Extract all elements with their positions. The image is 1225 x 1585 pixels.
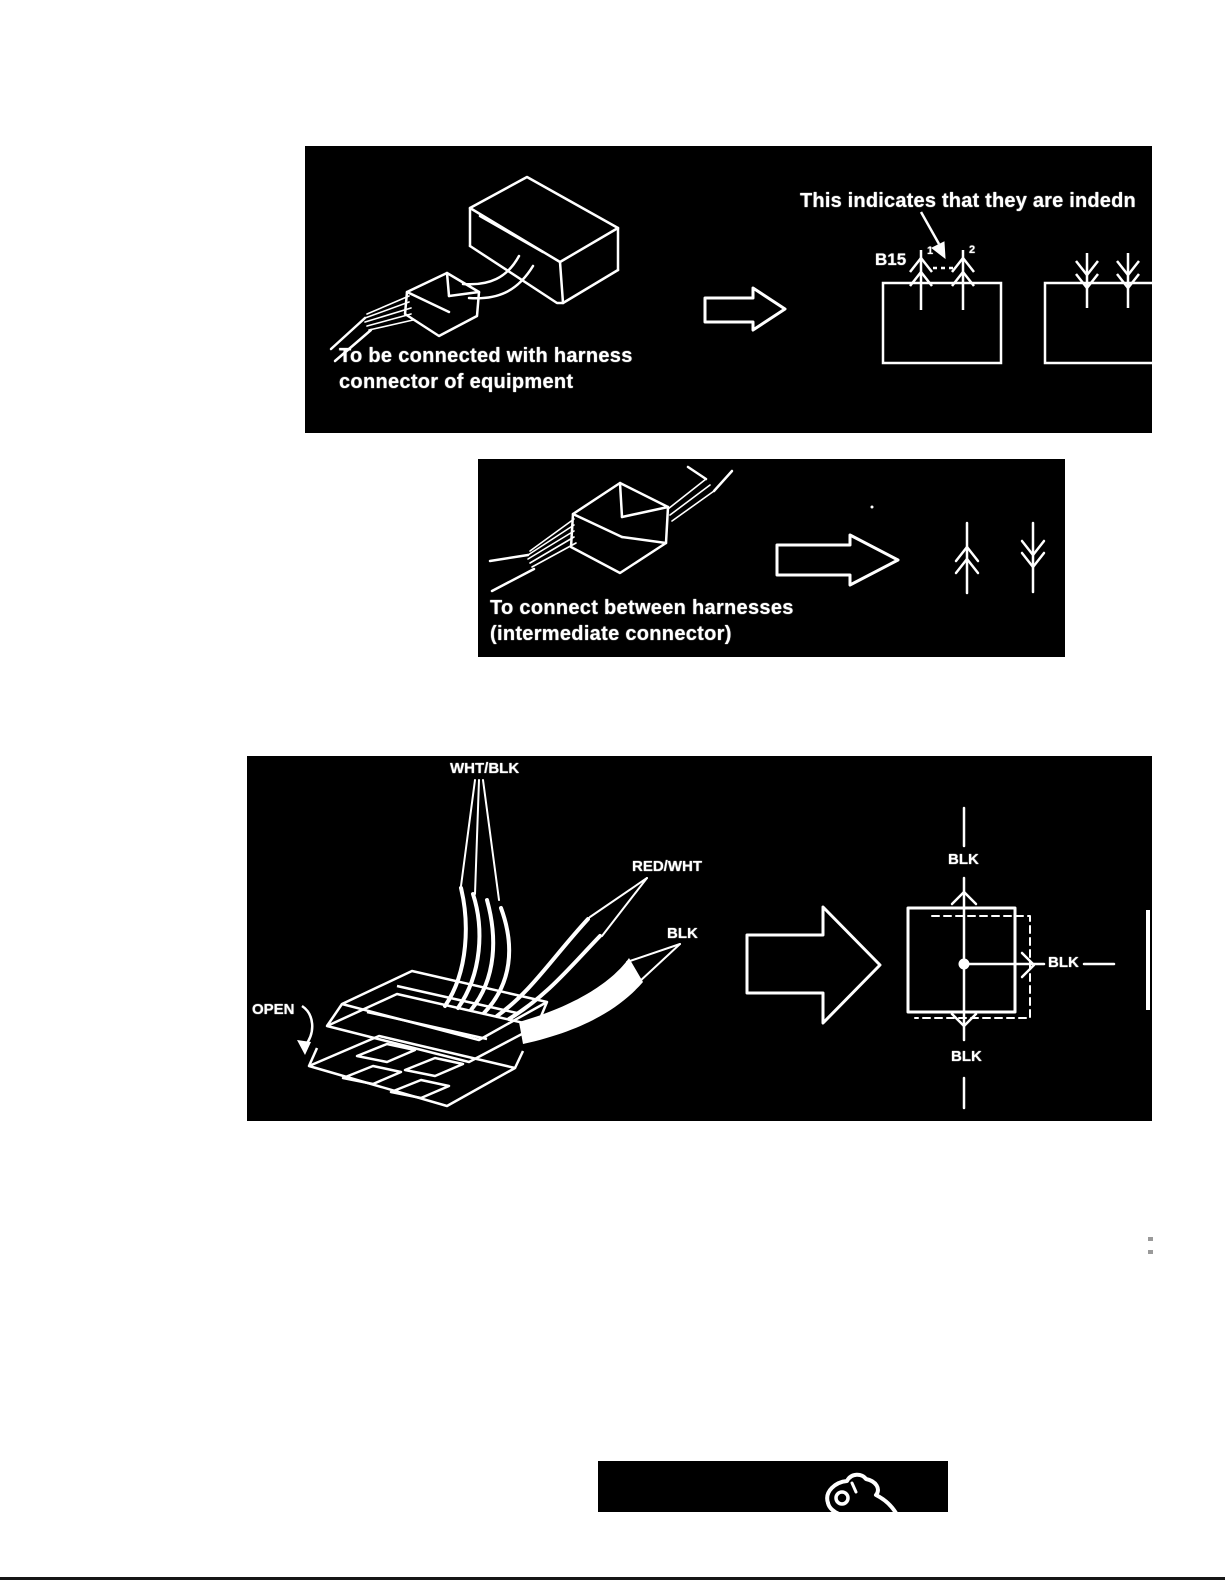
schematic-blk-right-label: BLK xyxy=(1048,954,1079,971)
wire-label-red-wht: RED/WHT xyxy=(632,858,702,875)
wire-label-blk: BLK xyxy=(667,925,698,942)
footer-glyph xyxy=(598,1461,948,1512)
right-arrow-icon xyxy=(705,288,785,330)
scan-speck xyxy=(1148,1237,1153,1241)
terminal-up-arrow-icon xyxy=(952,250,974,310)
equipment-caption-line1: To be connected with harness xyxy=(339,345,633,367)
wire-color-panel xyxy=(247,756,1152,1121)
schematic-blk-top-label: BLK xyxy=(948,851,979,868)
equipment-connection-panel xyxy=(305,146,1152,433)
scan-speck xyxy=(1148,1250,1153,1254)
ground-connector-schematic xyxy=(908,808,1114,1108)
wire-label-wht-blk: WHT/BLK xyxy=(450,760,520,777)
terminal-up-arrow-icon xyxy=(910,250,932,310)
terminal-down-arrow-icon xyxy=(1076,253,1098,308)
schematic-blk-bottom-label: BLK xyxy=(951,1048,982,1065)
open-label: OPEN xyxy=(252,1001,295,1018)
pin-number-label: 1 xyxy=(927,245,934,257)
scan-edge-artifact xyxy=(1146,910,1150,1010)
right-arrow-icon xyxy=(777,535,898,585)
intermediate-connector-panel xyxy=(478,459,1065,657)
terminal-down-arrow-icon xyxy=(1117,253,1139,308)
open-direction-arrow-icon xyxy=(297,1006,312,1055)
pin-number-label: 2 xyxy=(969,244,976,256)
connector-id-label: B15 xyxy=(875,250,907,269)
hand-glyph-icon xyxy=(827,1475,896,1512)
intermediate-caption-line1: To connect between harnesses xyxy=(490,597,794,619)
terminal-up-arrow-icon xyxy=(956,523,978,593)
page-bottom-rule xyxy=(0,1577,1225,1580)
wire-harness-illustration xyxy=(247,756,1152,1121)
intermediate-caption-line2: (intermediate connector) xyxy=(490,623,732,645)
terminal-down-arrow-icon xyxy=(1022,523,1044,592)
footer-strip xyxy=(598,1461,948,1512)
right-arrow-icon xyxy=(747,907,880,1023)
equipment-caption-line2: connector of equipment xyxy=(339,371,574,393)
independence-annotation: This indicates that they are indedn xyxy=(800,190,1136,212)
